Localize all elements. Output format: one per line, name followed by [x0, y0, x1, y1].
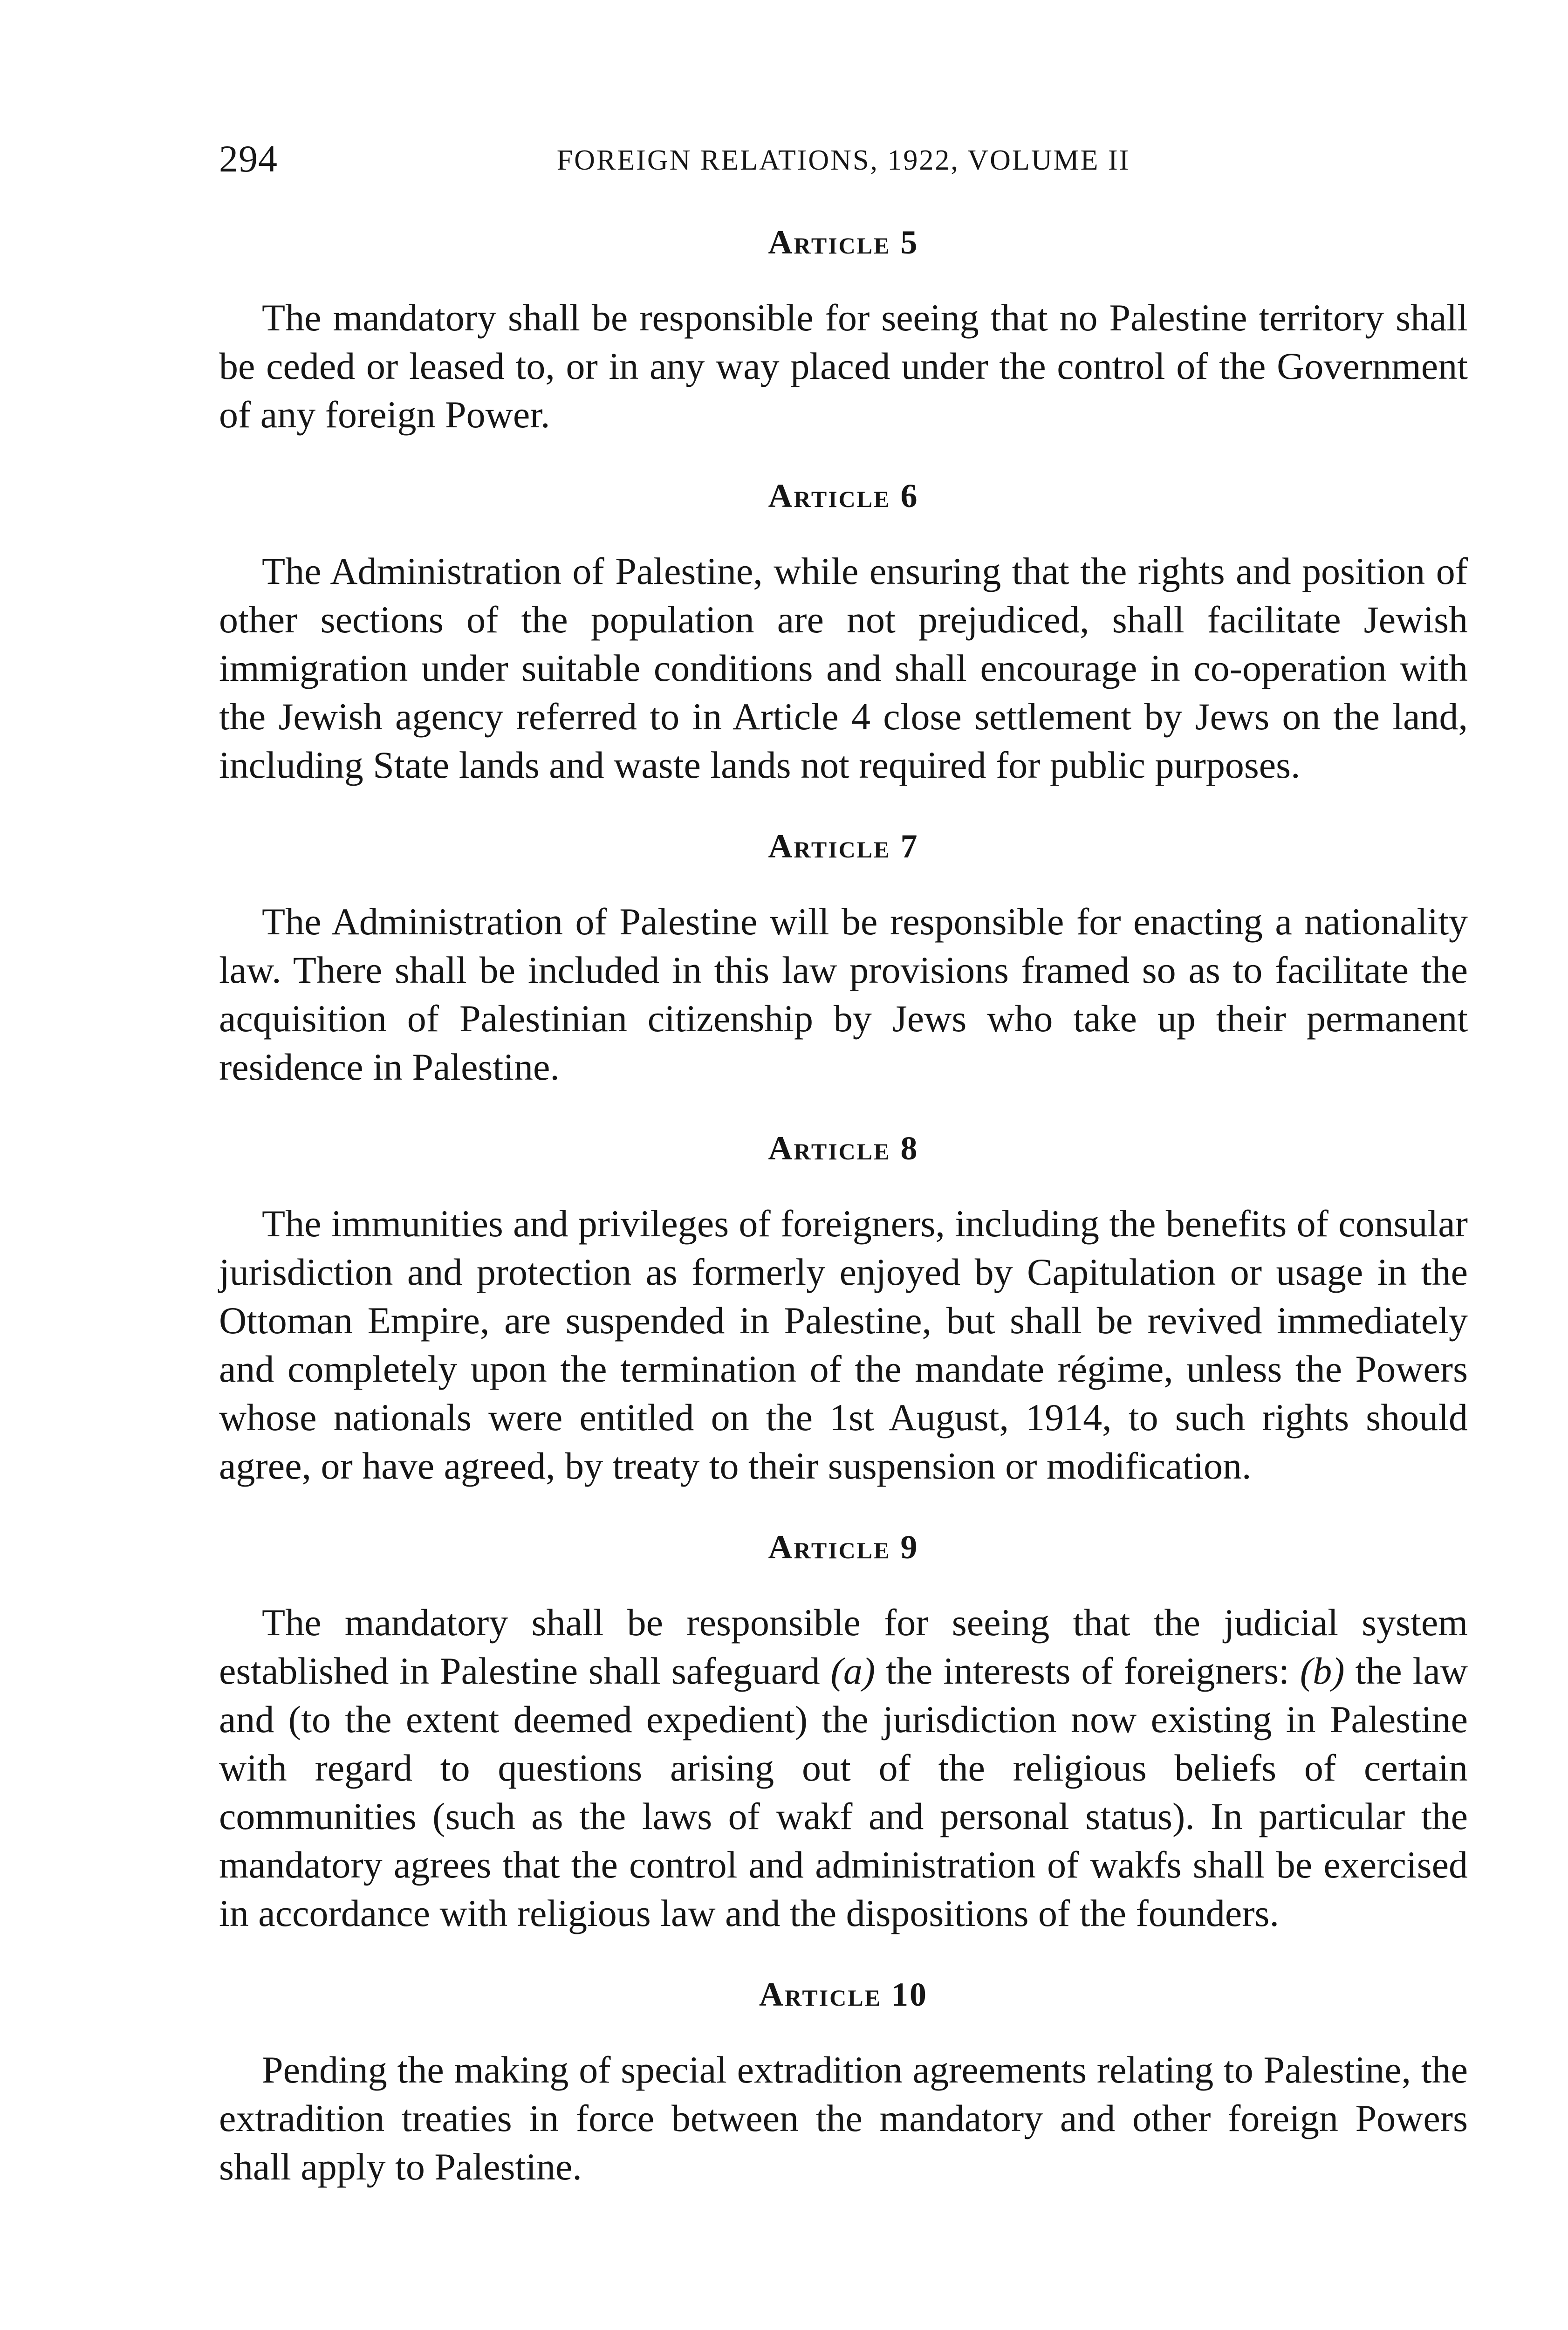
page-number: 294 — [219, 137, 278, 180]
article-text: The mandatory shall be responsible for seeing that no Palestine territory shall be ceded or leased to, or in any way placed under the control of the Government of any foreign Power. — [219, 296, 1468, 436]
article-text-part: the interests of foreigners: — [875, 1650, 1300, 1692]
article-7 — [219, 822, 1468, 1091]
article-heading: Article 8 — [768, 1130, 919, 1167]
article-text: Pending the making of special extradition agreements relating to Palestine, the extradition treaties in force between the mandatory and other foreign Powers shall apply to Palestine. — [219, 2049, 1468, 2188]
clause-a-marker: (a) — [830, 1650, 876, 1692]
article-text: The Administration of Palestine will be responsible for enacting a nationality law. There shall be included in this law provisions framed so as to facilitate the acquisition of Palestinian citizenship by Jews who take up their permanent residence in Palestine. — [219, 900, 1468, 1088]
article-heading: Article 10 — [759, 1976, 928, 2013]
clause-b-marker: (b) — [1300, 1650, 1345, 1692]
document-body — [219, 218, 1468, 2224]
article-5 — [219, 218, 1468, 439]
article-6 — [219, 472, 1468, 789]
running-title: FOREIGN RELATIONS, 1922, VOLUME II — [556, 144, 1130, 176]
article-heading: Article 6 — [768, 477, 919, 514]
article-text — [219, 1598, 1468, 1938]
article-text-part: The mandatory shall be responsible for seeing that the judicial system established in Palestine shall safeguard — [219, 1601, 1468, 1692]
article-heading: Article 7 — [768, 828, 919, 865]
article-heading: Article 9 — [768, 1528, 919, 1566]
article-text: The Administration of Palestine, while ensuring that the rights and position of other sections of the population are not prejudiced, shall facilitate Jewish immigration under suitable conditions and shall encourage in co-operation with the Jewish agency referred to in Article 4 close settlement by Jews on the land, including State lands and waste lands not required for public purposes. — [219, 550, 1468, 786]
article-8 — [219, 1124, 1468, 1490]
article-heading: Article 5 — [768, 224, 919, 261]
article-10 — [219, 1970, 1468, 2191]
running-head — [219, 138, 1468, 180]
article-9 — [219, 1523, 1468, 1938]
article-text: The immunities and privileges of foreigners, including the benefits of consular jurisdiction and protection as formerly enjoyed by Capitulation or usage in the Ottoman Empire, are suspended in Palestine, but shall be revived immediately and completely upon the termination of the mandate régime, unless the Powers whose nationals were entitled on the 1st August, 1914, to such rights should agree, or have agreed, by treaty to their suspension or modification. — [219, 1202, 1468, 1487]
article-text-part: the law and (to the extent deemed expedient) the jurisdiction now existing in Palestine with regard to questions arising out of the religious beliefs of certain communities (such as the laws of wakf and personal status). In particular the mandatory agrees that the control and administration of wakfs shall be exercised in accordance with religious law and the dispositions of the founders. — [219, 1650, 1468, 1934]
